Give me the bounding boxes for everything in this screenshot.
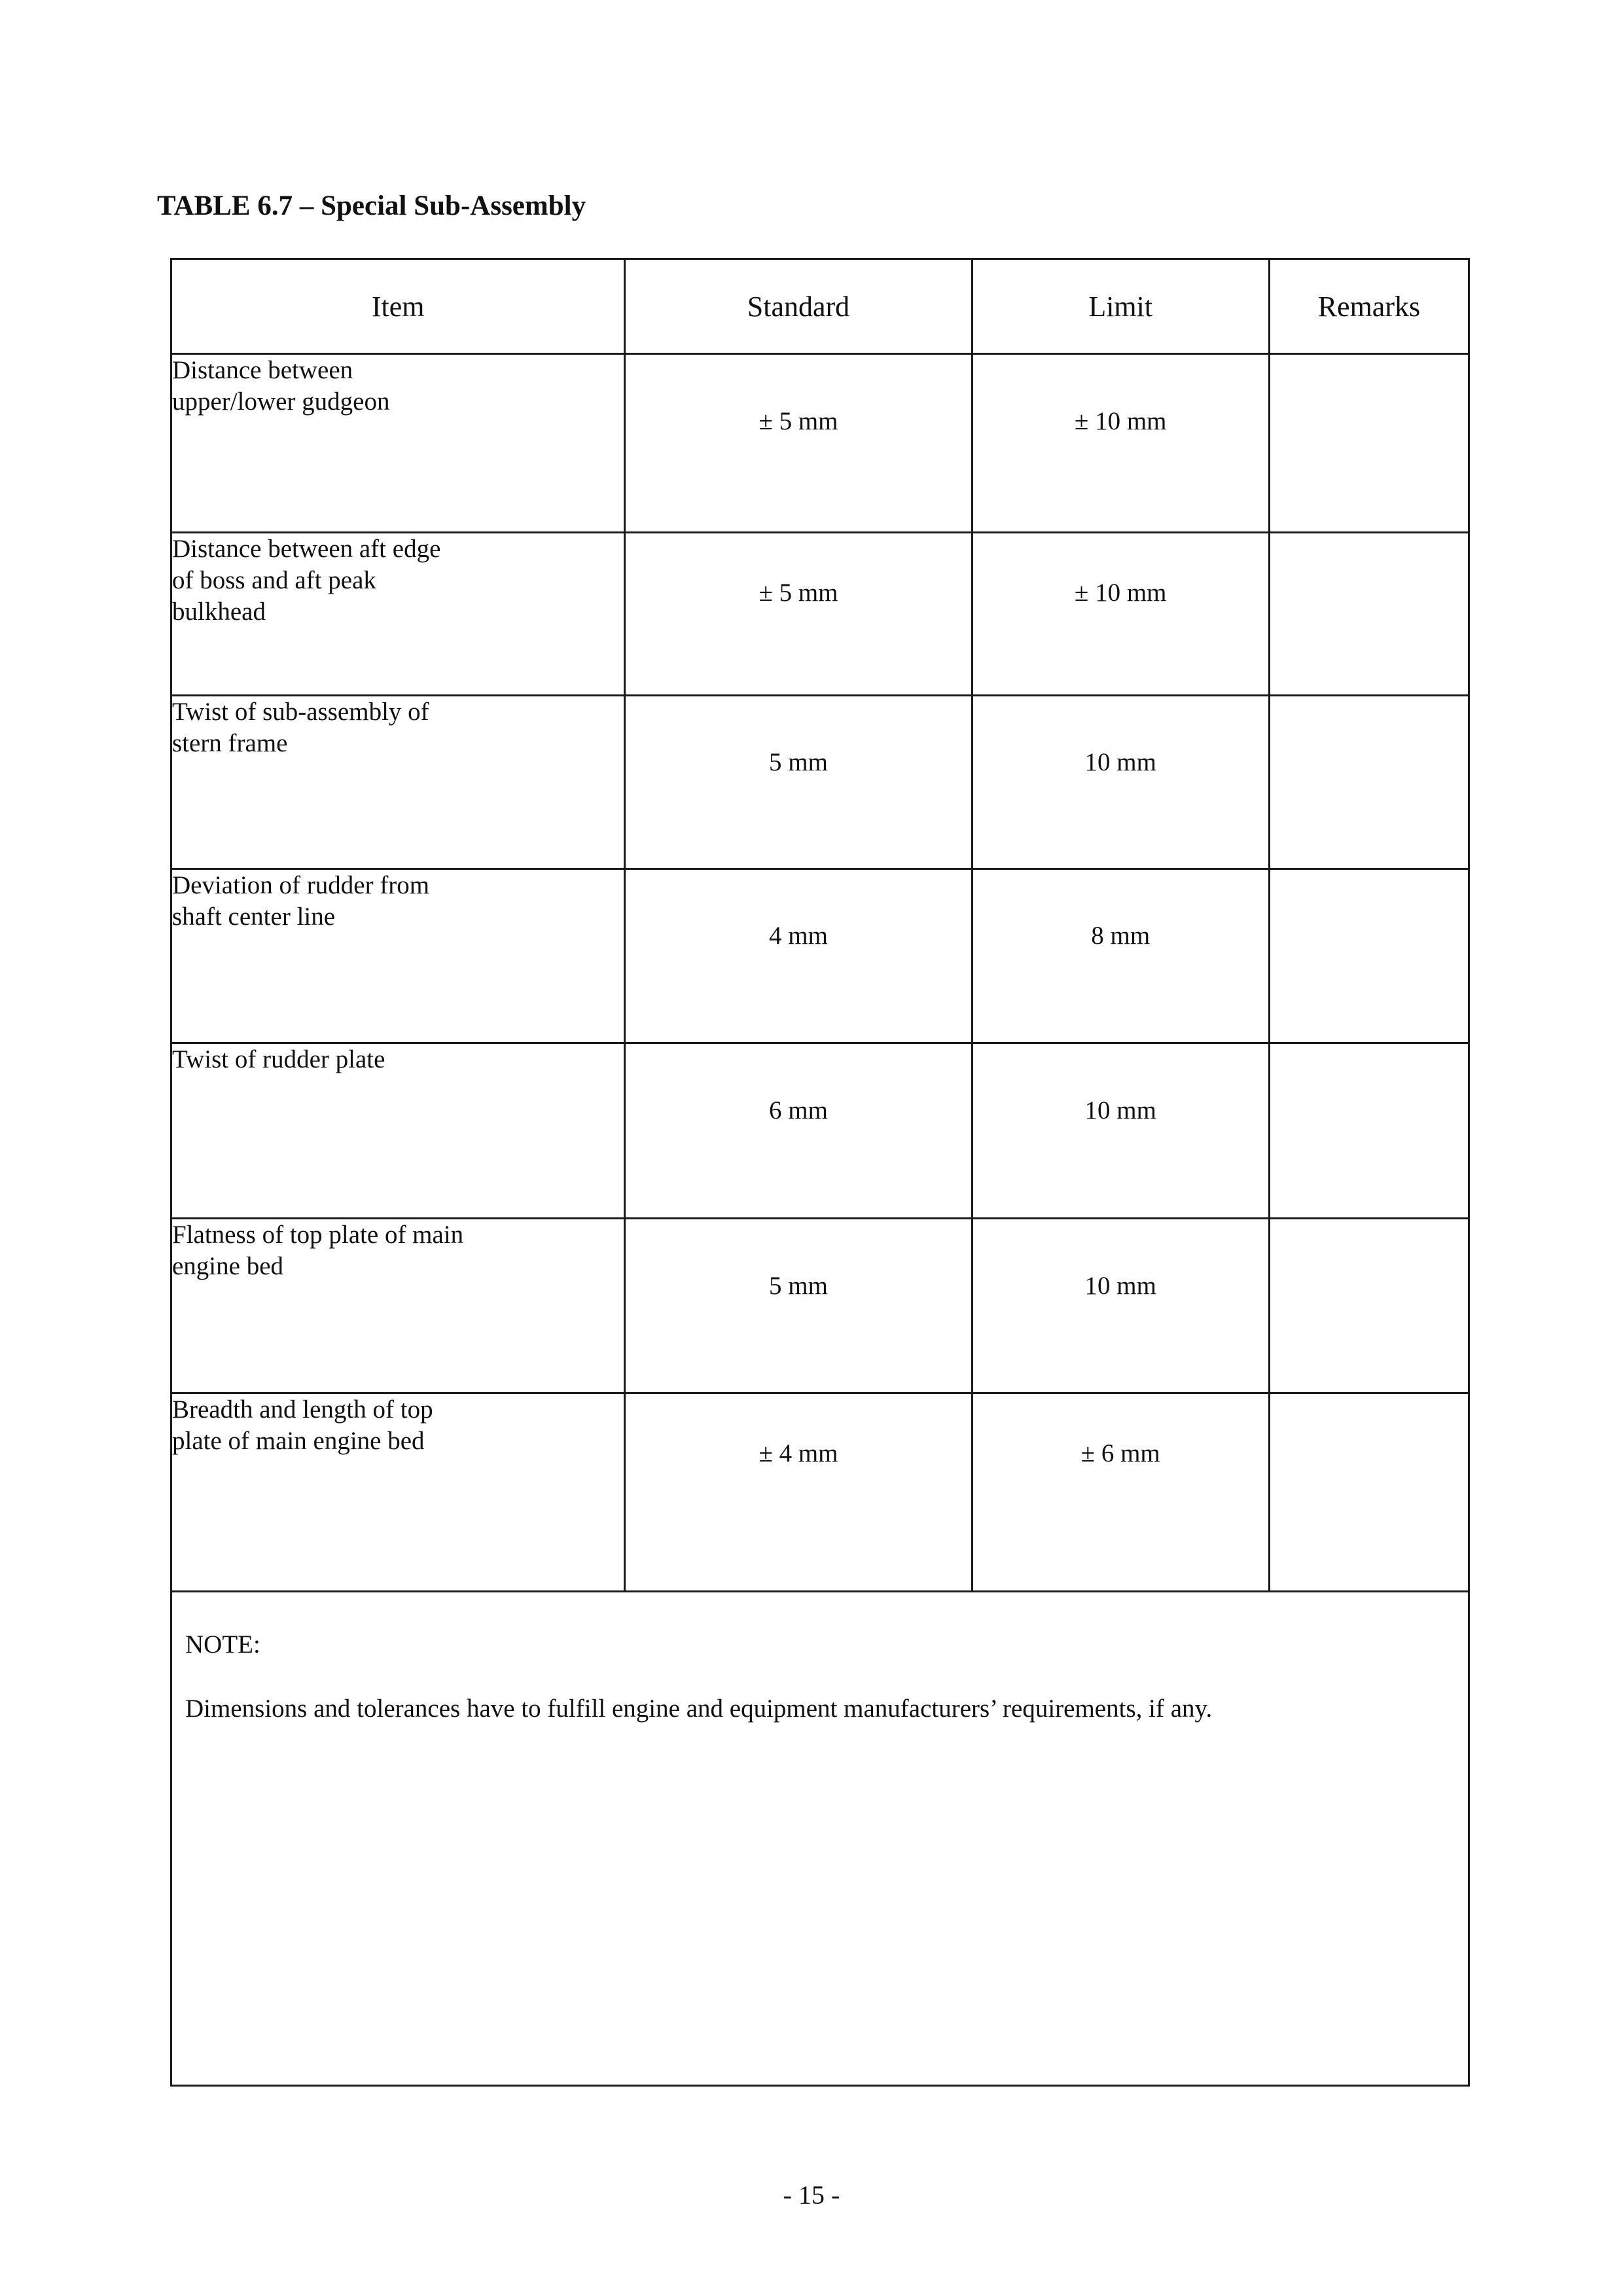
standard-cell: 5 mm <box>625 1219 972 1393</box>
table-header-row <box>171 259 1469 354</box>
remarks-cell <box>1269 354 1469 533</box>
standard-cell: 4 mm <box>625 869 972 1043</box>
standard-cell: 6 mm <box>625 1043 972 1219</box>
column-header-standard: Standard <box>625 259 972 354</box>
limit-cell: ± 10 mm <box>972 533 1269 696</box>
remarks-cell <box>1269 1043 1469 1219</box>
limit-cell: 10 mm <box>972 1043 1269 1219</box>
note-label: NOTE: <box>185 1630 260 1659</box>
table-row <box>171 1219 1469 1393</box>
limit-cell: 10 mm <box>972 1219 1269 1393</box>
item-cell: Flatness of top plate of main engine bed <box>171 1219 625 1393</box>
standard-cell: 5 mm <box>625 696 972 869</box>
table-row <box>171 1393 1469 1592</box>
item-cell: Twist of rudder plate <box>171 1043 625 1219</box>
table-row <box>171 869 1469 1043</box>
special-sub-assembly-table <box>170 258 1470 2087</box>
item-cell: Twist of sub-assembly of stern frame <box>171 696 625 869</box>
limit-cell: ± 6 mm <box>972 1393 1269 1592</box>
remarks-cell <box>1269 533 1469 696</box>
remarks-cell <box>1269 1219 1469 1393</box>
standard-cell: ± 5 mm <box>625 354 972 533</box>
remarks-cell <box>1269 869 1469 1043</box>
column-header-item: Item <box>171 259 625 354</box>
table-row <box>171 533 1469 696</box>
standard-cell: ± 4 mm <box>625 1393 972 1592</box>
item-cell: Distance between upper/lower gudgeon <box>171 354 625 533</box>
table-row <box>171 354 1469 533</box>
column-header-limit: Limit <box>972 259 1269 354</box>
column-header-remarks: Remarks <box>1269 259 1469 354</box>
note-cell <box>171 1592 1469 2086</box>
limit-cell: 10 mm <box>972 696 1269 869</box>
remarks-cell <box>1269 1393 1469 1592</box>
limit-cell: 8 mm <box>972 869 1269 1043</box>
table-title: TABLE 6.7 – Special Sub-Assembly <box>157 190 586 221</box>
item-cell: Breadth and length of top plate of main engine bed <box>171 1393 625 1592</box>
limit-cell: ± 10 mm <box>972 354 1269 533</box>
item-cell: Distance between aft edge of boss and aft peak bulkhead <box>171 533 625 696</box>
table-row <box>171 696 1469 869</box>
standard-cell: ± 5 mm <box>625 533 972 696</box>
table-row <box>171 1043 1469 1219</box>
page-number: - 15 - <box>783 2180 840 2210</box>
item-cell: Deviation of rudder from shaft center line <box>171 869 625 1043</box>
remarks-cell <box>1269 696 1469 869</box>
note-text: Dimensions and tolerances have to fulfill engine and equipment manufacturers’ requirements, if any. <box>185 1695 1213 1723</box>
note-row <box>171 1592 1469 2086</box>
